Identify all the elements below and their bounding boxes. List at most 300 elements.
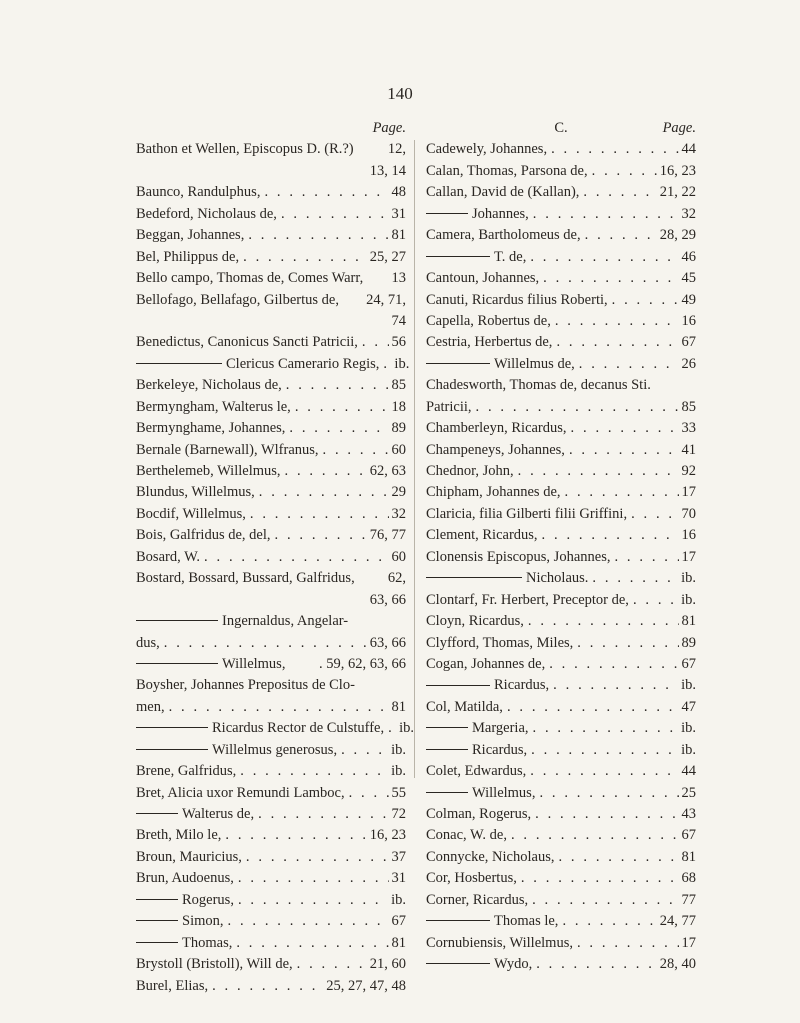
entry-name-text: Cestria, Herbertus de, xyxy=(426,334,553,351)
entry-name xyxy=(136,654,285,675)
dot-leader xyxy=(553,675,678,696)
entry-name-text: T. de, xyxy=(494,248,527,265)
entry-pages: 32 xyxy=(391,505,406,522)
entry-name-text: Callan, David de (Kallan), xyxy=(426,184,580,201)
entry-pages-continuation: 74 xyxy=(391,312,406,329)
ditto-dash xyxy=(426,256,490,257)
dot-leader xyxy=(225,825,366,846)
entry-name-text: Margeria, xyxy=(472,720,529,737)
index-entry xyxy=(136,740,406,761)
dot-leader xyxy=(577,633,678,654)
entry-name xyxy=(426,890,528,911)
entry-name xyxy=(426,783,535,804)
index-entry xyxy=(136,268,406,289)
entry-name-text: Berkeleye, Nicholaus de, xyxy=(136,377,282,394)
entry-pages: 89 xyxy=(391,420,406,437)
entry-pages: 13 xyxy=(391,270,406,287)
dot-leader xyxy=(285,461,367,482)
entry-pages: 24, 77 xyxy=(659,913,696,930)
entry-name xyxy=(426,161,588,182)
dot-leader xyxy=(530,247,678,268)
dot-leader xyxy=(246,847,389,868)
entry-pages: 48 xyxy=(391,184,406,201)
index-entry xyxy=(426,332,696,353)
entry-name-text: Cadewely, Johannes, xyxy=(426,141,548,158)
entry-pages: 31 xyxy=(391,870,406,887)
ditto-dash xyxy=(426,920,490,921)
entry-pages: 67 xyxy=(681,334,696,351)
entry-name-text: Bathon et Wellen, Episcopus D. (R.?) xyxy=(136,141,354,158)
entry-name xyxy=(136,954,293,975)
entry-name-text: Colet, Edwardus, xyxy=(426,763,527,780)
entry-pages-continuation: 13, 14 xyxy=(369,162,406,179)
dot-leader xyxy=(388,718,396,739)
entry-name xyxy=(426,697,503,718)
entry-name xyxy=(136,204,277,225)
index-entry xyxy=(136,547,406,568)
dot-leader xyxy=(585,225,657,246)
entry-name-text: Ricardus, xyxy=(494,677,550,694)
entry-pages: 49 xyxy=(681,291,696,308)
entry-name-text: Canuti, Ricardus filius Roberti, xyxy=(426,291,608,308)
index-entry xyxy=(136,976,406,997)
entry-name xyxy=(426,654,545,675)
index-entry xyxy=(426,783,696,804)
entry-name xyxy=(426,375,651,396)
index-entry xyxy=(426,354,696,375)
entry-name-text: Clement, Ricardus, xyxy=(426,527,538,544)
entry-pages: 72 xyxy=(391,806,406,822)
dot-leader xyxy=(259,482,389,503)
entry-name xyxy=(426,911,558,932)
entry-name xyxy=(136,911,224,932)
index-entry xyxy=(136,890,406,911)
ditto-dash xyxy=(426,685,490,686)
entry-name xyxy=(426,547,610,568)
entry-name xyxy=(136,547,200,568)
entry-name-text: Broun, Mauricius, xyxy=(136,848,242,865)
entry-name xyxy=(136,868,234,889)
dot-leader xyxy=(383,354,391,375)
entry-name-text: Bermynghame, Johannes, xyxy=(136,420,286,437)
index-entry xyxy=(426,225,696,246)
index-entry xyxy=(426,825,696,846)
dot-leader xyxy=(238,868,389,889)
dot-leader xyxy=(577,933,679,954)
dot-leader xyxy=(614,547,678,568)
index-entry xyxy=(136,783,406,804)
dot-leader xyxy=(212,976,323,997)
dot-leader xyxy=(204,547,388,568)
entry-name xyxy=(136,568,355,589)
index-column-right xyxy=(426,118,696,976)
dot-leader xyxy=(518,461,679,482)
dot-leader xyxy=(543,268,678,289)
entry-pages: ib. xyxy=(681,570,696,587)
index-entry xyxy=(426,740,696,761)
entry-pages: 16, 23 xyxy=(659,162,696,179)
entry-name xyxy=(136,504,246,525)
dot-leader xyxy=(297,954,367,975)
entry-name-text: Col, Matilda, xyxy=(426,698,503,715)
dot-leader xyxy=(236,933,388,954)
index-entry xyxy=(426,568,696,589)
entry-name-text: Chamberleyn, Ricardus, xyxy=(426,420,567,437)
dot-leader xyxy=(250,504,389,525)
entry-name-text: Willelmus de, xyxy=(494,355,575,372)
entry-pages: 24, 71, xyxy=(366,291,406,308)
index-entry xyxy=(426,161,696,182)
dot-leader xyxy=(511,825,679,846)
entry-name xyxy=(426,290,608,311)
entry-name xyxy=(426,139,547,160)
index-entry xyxy=(426,311,696,332)
entry-name xyxy=(136,418,285,439)
dot-leader xyxy=(341,740,388,761)
entry-name xyxy=(426,461,514,482)
entry-name-text: Capella, Robertus de, xyxy=(426,312,551,329)
entry-name xyxy=(136,847,242,868)
ditto-dash xyxy=(426,577,522,578)
entry-pages: 81 xyxy=(391,698,406,715)
entry-name xyxy=(136,933,232,954)
entry-name-wrap: Patricii, xyxy=(426,398,472,415)
entry-name xyxy=(426,440,565,461)
dot-leader xyxy=(286,375,389,396)
dot-leader xyxy=(295,397,389,418)
entry-pages: 55 xyxy=(391,784,406,801)
entry-name xyxy=(426,675,549,696)
index-entry xyxy=(426,590,696,611)
entry-name xyxy=(426,847,554,868)
index-entry xyxy=(426,268,696,289)
entry-name-text: Champeneys, Johannes, xyxy=(426,441,565,458)
ditto-dash xyxy=(426,363,490,364)
entry-name xyxy=(426,633,573,654)
index-entry xyxy=(426,954,696,975)
entry-pages: ib. xyxy=(394,355,410,372)
entry-name xyxy=(136,482,255,503)
index-entry xyxy=(426,847,696,868)
entry-name-text: Willelmus generosus, xyxy=(212,741,338,758)
entry-name-text: Colman, Rogerus, xyxy=(426,806,532,822)
dot-leader xyxy=(556,332,678,353)
ditto-dash xyxy=(426,792,468,793)
index-entry xyxy=(426,911,696,932)
dot-leader xyxy=(535,804,678,825)
entry-pages: 77 xyxy=(681,891,696,908)
entry-pages: 32 xyxy=(681,205,696,222)
index-entry xyxy=(136,868,406,889)
entry-name-text: Chednor, John, xyxy=(426,463,514,479)
page-number: 140 xyxy=(387,84,413,103)
dot-leader xyxy=(633,590,678,611)
ditto-dash xyxy=(426,727,468,728)
entry-name xyxy=(136,525,271,546)
entry-name-text: Berthelemeb, Willelmus, xyxy=(136,463,281,479)
ditto-dash xyxy=(426,749,468,750)
entry-name-text: Cogan, Johannes de, xyxy=(426,655,546,672)
dot-leader xyxy=(558,847,678,868)
entry-name-text: Clericus Camerario Regis, xyxy=(226,355,380,372)
entry-name xyxy=(426,525,538,546)
index-entry xyxy=(426,525,696,546)
dot-leader xyxy=(533,204,679,225)
dot-leader xyxy=(349,783,389,804)
entry-name-text: Connycke, Nicholaus, xyxy=(426,848,555,865)
dot-leader xyxy=(612,290,679,311)
entry-pages: 25 xyxy=(681,784,696,801)
dot-leader xyxy=(551,139,678,160)
index-entry xyxy=(136,375,406,396)
entry-pages: ib. xyxy=(681,720,696,737)
entry-pages: 21, 22 xyxy=(659,184,696,201)
entry-name xyxy=(426,611,524,632)
entry-name xyxy=(136,740,337,761)
dot-leader xyxy=(164,633,367,654)
page-label: Page. xyxy=(662,120,696,136)
index-entry xyxy=(426,139,696,160)
ditto-dash xyxy=(426,963,490,964)
dot-leader xyxy=(592,568,678,589)
entry-name xyxy=(426,825,507,846)
entry-name xyxy=(136,268,363,289)
entry-name-text: Willelmus, xyxy=(222,655,286,672)
ditto-dash xyxy=(136,663,218,664)
entry-name-wrap: dus, xyxy=(136,634,160,651)
entry-name-text: Corner, Ricardus, xyxy=(426,891,529,908)
entry-name-text: Rogerus, xyxy=(182,891,234,908)
dot-leader xyxy=(264,182,388,203)
index-entry xyxy=(136,204,406,225)
index-entry xyxy=(136,139,406,160)
entry-name xyxy=(426,504,627,525)
index-column-left xyxy=(136,118,414,997)
entry-name-text: Clonensis Episcopus, Johannes, xyxy=(426,548,611,565)
entry-name xyxy=(426,204,529,225)
index-entry xyxy=(136,718,414,739)
dot-leader xyxy=(539,783,678,804)
index-entry xyxy=(426,182,696,203)
entry-name-text: Cor, Hosbertus, xyxy=(426,870,517,887)
dot-leader xyxy=(228,911,389,932)
entry-name xyxy=(426,718,529,739)
entry-name xyxy=(136,718,384,739)
entry-name xyxy=(136,825,221,846)
index-entry xyxy=(136,933,406,954)
entry-name xyxy=(426,247,526,268)
entry-name-text: Bocdif, Willelmus, xyxy=(136,505,246,522)
dot-leader xyxy=(536,954,657,975)
entry-name-text: Bret, Alicia uxor Remundi Lamboc, xyxy=(136,784,345,801)
entry-pages: 29 xyxy=(391,484,406,501)
entry-name xyxy=(136,890,234,911)
entry-pages: 92 xyxy=(681,463,696,479)
index-entry-wrap xyxy=(426,397,696,418)
entry-name-text: Bedeford, Nicholaus de, xyxy=(136,205,277,222)
index-entry xyxy=(426,890,696,911)
ditto-dash xyxy=(136,942,178,943)
entry-name xyxy=(136,375,282,396)
entry-pages: 41 xyxy=(681,441,696,458)
entry-pages: 28, 40 xyxy=(659,956,696,973)
entry-name-text: Thomas le, xyxy=(494,913,559,930)
entry-name xyxy=(136,976,208,997)
entry-name-text: Bellofago, Bellafago, Gilbertus de, xyxy=(136,291,339,308)
entry-name xyxy=(426,590,629,611)
entry-pages: ib. xyxy=(391,763,406,780)
entry-name-text: Thomas, xyxy=(182,934,233,951)
entry-name-text: Ingernaldus, Angelar- xyxy=(222,613,349,630)
entry-pages: 17 xyxy=(681,548,696,565)
index-entry xyxy=(136,654,406,675)
entry-name-text: Bello campo, Thomas de, Comes Warr, xyxy=(136,270,364,287)
entry-name-text: Benedictus, Canonicus Sancti Patricii, xyxy=(136,334,358,351)
dot-leader xyxy=(530,761,678,782)
entry-name-text: Bosard, W. xyxy=(136,548,201,565)
index-entry xyxy=(426,697,696,718)
entry-pages: 67 xyxy=(681,655,696,672)
entry-name-text: Walterus de, xyxy=(182,806,255,822)
entry-name xyxy=(136,290,339,311)
entry-name xyxy=(136,247,239,268)
entry-pages: 62, xyxy=(387,570,406,587)
entry-pages: 60 xyxy=(391,441,406,458)
entry-name-text: Brystoll (Bristoll), Will de, xyxy=(136,956,293,973)
entry-pages: 56 xyxy=(391,334,406,351)
entry-name xyxy=(426,354,575,375)
index-entry xyxy=(426,654,696,675)
entry-name-text: Simon, xyxy=(182,913,224,930)
dot-leader xyxy=(565,482,679,503)
page-column-label xyxy=(426,118,696,139)
index-entry-wrap xyxy=(136,633,406,654)
entry-pages: 18 xyxy=(391,398,406,415)
entry-pages: 47 xyxy=(681,698,696,715)
entry-name xyxy=(136,611,348,632)
entry-name-text: Ricardus Rector de Culstuffe, xyxy=(212,720,385,737)
entry-name xyxy=(136,182,260,203)
entry-pages: 45 xyxy=(681,270,696,287)
entry-name xyxy=(426,568,588,589)
entry-name-text: Bostard, Bossard, Bussard, Galfridus, xyxy=(136,570,355,587)
entry-name-text: Ricardus, xyxy=(472,741,528,758)
index-entry xyxy=(136,761,406,782)
entry-pages: 25, 27 xyxy=(369,248,406,265)
index-entry xyxy=(136,225,406,246)
entry-name-text: Claricia, filia Gilberti filii Griffini, xyxy=(426,505,628,522)
index-entry xyxy=(426,440,696,461)
entry-pages: 26 xyxy=(681,355,696,372)
entry-pages: 33 xyxy=(681,420,696,437)
entry-pages: 67 xyxy=(391,913,406,930)
entry-pages: . 59, 62, 63, 66 xyxy=(319,655,406,672)
entry-pages: 17 xyxy=(681,934,696,951)
dot-leader xyxy=(248,225,388,246)
entry-name-text: Bernale (Barnewall), Wlfranus, xyxy=(136,441,319,458)
entry-name xyxy=(426,804,531,825)
dot-leader xyxy=(238,890,388,911)
entry-name-text: Beggan, Johannes, xyxy=(136,227,245,244)
index-entry xyxy=(136,461,406,482)
entry-pages: 44 xyxy=(681,763,696,780)
dot-leader xyxy=(542,525,679,546)
entry-pages: ib. xyxy=(681,677,696,694)
dot-leader xyxy=(562,911,656,932)
index-entry xyxy=(136,611,406,632)
entry-name-text: Chipham, Johannes de, xyxy=(426,484,561,501)
entry-pages: 16, 23 xyxy=(369,827,406,844)
ditto-dash xyxy=(136,813,178,814)
entry-pages: 68 xyxy=(681,870,696,887)
index-entry xyxy=(426,761,696,782)
index-entry xyxy=(136,354,410,375)
dot-leader xyxy=(631,504,678,525)
entry-name-text: Cornubiensis, Willelmus, xyxy=(426,934,573,951)
index-entry xyxy=(136,418,406,439)
entry-name-text: Willelmus, xyxy=(472,784,536,801)
index-entry xyxy=(426,290,696,311)
index-entry xyxy=(426,718,696,739)
entry-name xyxy=(136,225,244,246)
entry-name xyxy=(136,461,281,482)
entry-pages: 16 xyxy=(681,527,696,544)
entry-name-text: Bel, Philippus de, xyxy=(136,248,240,265)
entry-name xyxy=(426,954,532,975)
dot-leader xyxy=(549,654,678,675)
dot-leader xyxy=(569,440,679,461)
entry-pages: 37 xyxy=(391,848,406,865)
entry-pages: 12, xyxy=(387,141,406,158)
entry-name xyxy=(136,139,354,160)
entry-name-text: Baunco, Randulphus, xyxy=(136,184,261,201)
entry-name-text: Camera, Bartholomeus de, xyxy=(426,227,581,244)
index-entry xyxy=(426,868,696,889)
entry-pages: 89 xyxy=(681,634,696,651)
entry-name xyxy=(426,418,567,439)
index-entry xyxy=(426,633,696,654)
index-entry xyxy=(426,461,696,482)
entry-name-text: Clyfford, Thomas, Miles, xyxy=(426,634,574,651)
dot-leader xyxy=(532,890,678,911)
entry-name xyxy=(426,482,561,503)
entry-name xyxy=(136,332,358,353)
dot-leader xyxy=(476,397,679,418)
entry-pages: 44 xyxy=(681,141,696,158)
entry-pages: 21, 60 xyxy=(369,956,406,973)
index-entry xyxy=(426,547,696,568)
entry-name-text: Burel, Elias, xyxy=(136,977,209,994)
ditto-dash xyxy=(136,920,178,921)
entry-name xyxy=(426,933,573,954)
index-entry xyxy=(426,611,696,632)
index-entry xyxy=(426,504,696,525)
index-entry xyxy=(426,247,696,268)
entry-name-text: Brene, Galfridus, xyxy=(136,763,237,780)
index-entry xyxy=(426,204,696,225)
index-entry xyxy=(136,847,406,868)
dot-leader xyxy=(533,718,679,739)
index-entry-wrap xyxy=(136,697,406,718)
entry-name-text: Chadesworth, Thomas de, decanus Sti. xyxy=(426,377,651,394)
entry-name-text: Blundus, Willelmus, xyxy=(136,484,255,501)
entry-name xyxy=(426,182,579,203)
ditto-dash xyxy=(136,620,218,621)
entry-name-text: Bermyngham, Walterus le, xyxy=(136,398,291,415)
entry-pages: 81 xyxy=(391,934,406,951)
dot-leader xyxy=(507,697,679,718)
entry-pages: 81 xyxy=(681,848,696,865)
